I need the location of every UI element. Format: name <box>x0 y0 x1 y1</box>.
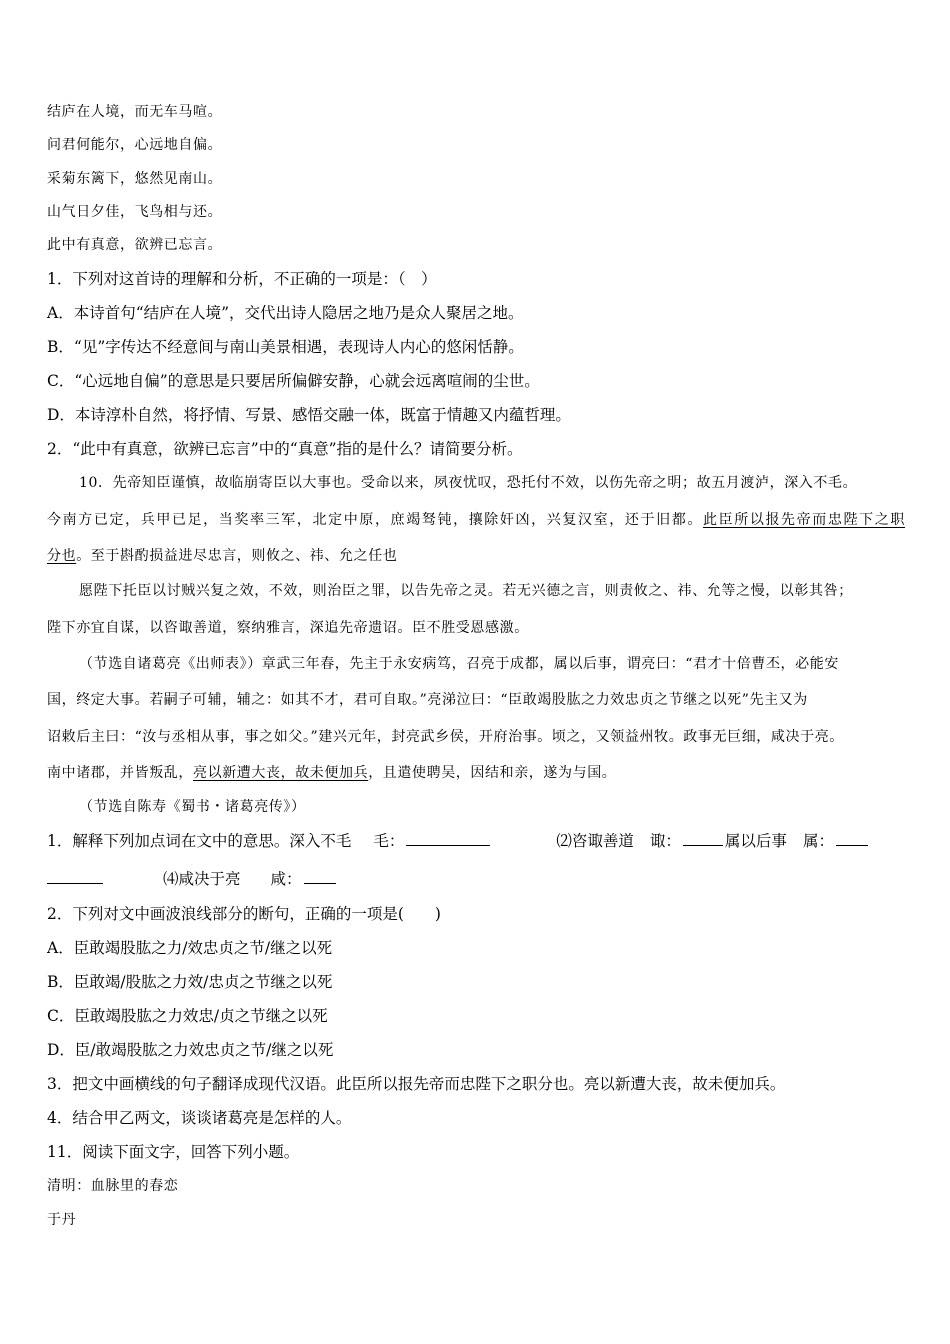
q10-option-b: B．臣敢竭/股肱之力效/忠贞之节继之以死 <box>47 973 333 991</box>
question-10-4: 4．结合甲乙两文，谈谈诸葛亮是怎样的人。 <box>47 1109 352 1127</box>
passage-1-line-3 <box>47 545 917 567</box>
answer-blank-zou[interactable] <box>683 831 723 846</box>
underlined-sentence-2: 亮以新遭大丧，故未便加兵 <box>193 765 369 781</box>
question-9-2: 2．“此中有真意，欲辨已忘言”中的“真意”指的是什么？请简要分析。 <box>47 440 523 458</box>
answer-blank-xian[interactable] <box>304 869 336 884</box>
question-10-3: 3．把文中画横线的句子翻译成现代汉语。此臣所以报先帝而忠陛下之职分也。亮以新遭大丧，故未便加兵。 <box>47 1075 786 1093</box>
question-11-intro: 11．阅读下面文字，回答下列小题。 <box>47 1143 300 1161</box>
question-10-1 <box>47 830 917 852</box>
passage-1-line-1: 10．先帝知臣谨慎，故临崩寄臣以大事也。受命以来，夙夜忧叹，恐托付不效，以伤先帝之明；故五月渡泸，深入不毛。 <box>79 475 858 491</box>
passage-text: ，且遣使聘吴，因结和亲，遂为与国。 <box>368 765 617 781</box>
poem-line-2: 问君何能尔，心远地自偏。 <box>47 137 223 153</box>
poem-line-5: 此中有真意，欲辨已忘言。 <box>47 237 223 253</box>
passage-text: 今南方已定，兵甲已足，当奖率三军，北定中原，庶竭驽钝，攘除奸凶，兴复汉室，还于旧都。 <box>47 512 703 528</box>
answer-blank-shu-cont[interactable] <box>47 869 103 884</box>
source-citation: （节选自陈寿《蜀书・诸葛亮传》） <box>79 799 306 815</box>
passage-1-line-2 <box>47 509 905 531</box>
question-10-1-cont <box>47 868 917 890</box>
poem-line-3: 采菊东篱下，悠然见南山。 <box>47 171 223 187</box>
passage-3-line-2: 国，终定大事。若嗣子可辅，辅之：如其不才，君可自取。”亮涕泣曰：“臣敢竭股肱之力效忠贞之节继之以死”先主又为 <box>47 692 808 708</box>
underlined-sentence-1-end: 分也 <box>47 548 77 564</box>
q10-option-d: D．臣/敢竭股肱之力效忠贞之节/继之以死 <box>47 1041 334 1059</box>
underlined-sentence-1: 此臣所以报先帝而忠陛下之职 <box>702 512 905 528</box>
answer-blank-mao[interactable] <box>406 831 490 846</box>
q10-1-label-mao: 毛： <box>373 832 405 850</box>
question-9-1: 1．下列对这首诗的理解和分析，不正确的一项是：（ ） <box>47 270 437 288</box>
passage-3-line-1: （节选自诸葛亮《出师表》）章武三年春，先主于永安病笃，召亮于成都，属以后事，谓亮曰：“君才十倍曹丕，必能安 <box>79 656 839 672</box>
q10-1-label-xian: 咸： <box>270 870 302 888</box>
poem-line-4: 山气日夕佳，飞鸟相与还。 <box>47 204 223 220</box>
q10-option-a: A．臣敢竭股肱之力/效忠贞之节/继之以死 <box>47 939 333 957</box>
article-title: 清明：血脉里的春恋 <box>47 1178 179 1194</box>
passage-3-line-3: 诏敕后主曰：“汝与丞相从事，事之如父。”建兴元年，封亮武乡侯，开府治事。顷之，又领益州牧。政事无巨细，咸决于亮。 <box>47 729 844 745</box>
poem-line-1: 结庐在人境，而无车马喧。 <box>47 104 223 120</box>
passage-text: 南中诸郡，并皆叛乱， <box>47 765 193 781</box>
q10-1-item-3: 属以后事 <box>724 832 787 850</box>
q10-option-c: C．臣敢竭股肱之力效忠/贞之节继之以死 <box>47 1007 328 1025</box>
answer-blank-shu[interactable] <box>836 831 868 846</box>
passage-2-line-2: 陛下亦宜自谋，以咨诹善道，察纳雅言，深追先帝遗诏。臣不胜受恩感激。 <box>47 620 529 636</box>
passage-3-line-4 <box>47 762 917 784</box>
passage-2-line-1: 愿陛下托臣以讨贼兴复之效，不效，则治臣之罪，以告先帝之灵。若无兴德之言，则责攸之、祎、允等之慢，以彰其咎； <box>79 583 853 599</box>
q10-1-label-zou: 诹： <box>649 832 681 850</box>
option-a: A．本诗首句“结庐在人境”，交代出诗人隐居之地乃是众人聚居之地。 <box>47 304 524 322</box>
q10-1-item-4: ⑷咸决于亮 <box>163 870 241 888</box>
option-d: D．本诗淳朴自然，将抒情、写景、感悟交融一体，既富于情趣又内蕴哲理。 <box>47 406 571 424</box>
article-author: 于丹 <box>47 1212 77 1228</box>
q10-1-prompt: 1．解释下列加点词在文中的意思。深入不毛 <box>47 832 352 850</box>
option-b: B．“见”字传达不经意间与南山美景相遇，表现诗人内心的悠闲恬静。 <box>47 338 524 356</box>
q10-1-item-2: ⑵咨诹善道 <box>556 832 634 850</box>
passage-text: 。至于斟酌损益进尽忠言，则攸之、祎、允之任也 <box>76 548 398 564</box>
q10-1-label-shu: 属： <box>802 832 834 850</box>
option-c: C．“心远地自偏”的意思是只要居所偏僻安静，心就会远离喧闹的尘世。 <box>47 372 540 390</box>
question-10-2: 2．下列对文中画波浪线部分的断句，正确的一项是( ) <box>47 905 441 923</box>
